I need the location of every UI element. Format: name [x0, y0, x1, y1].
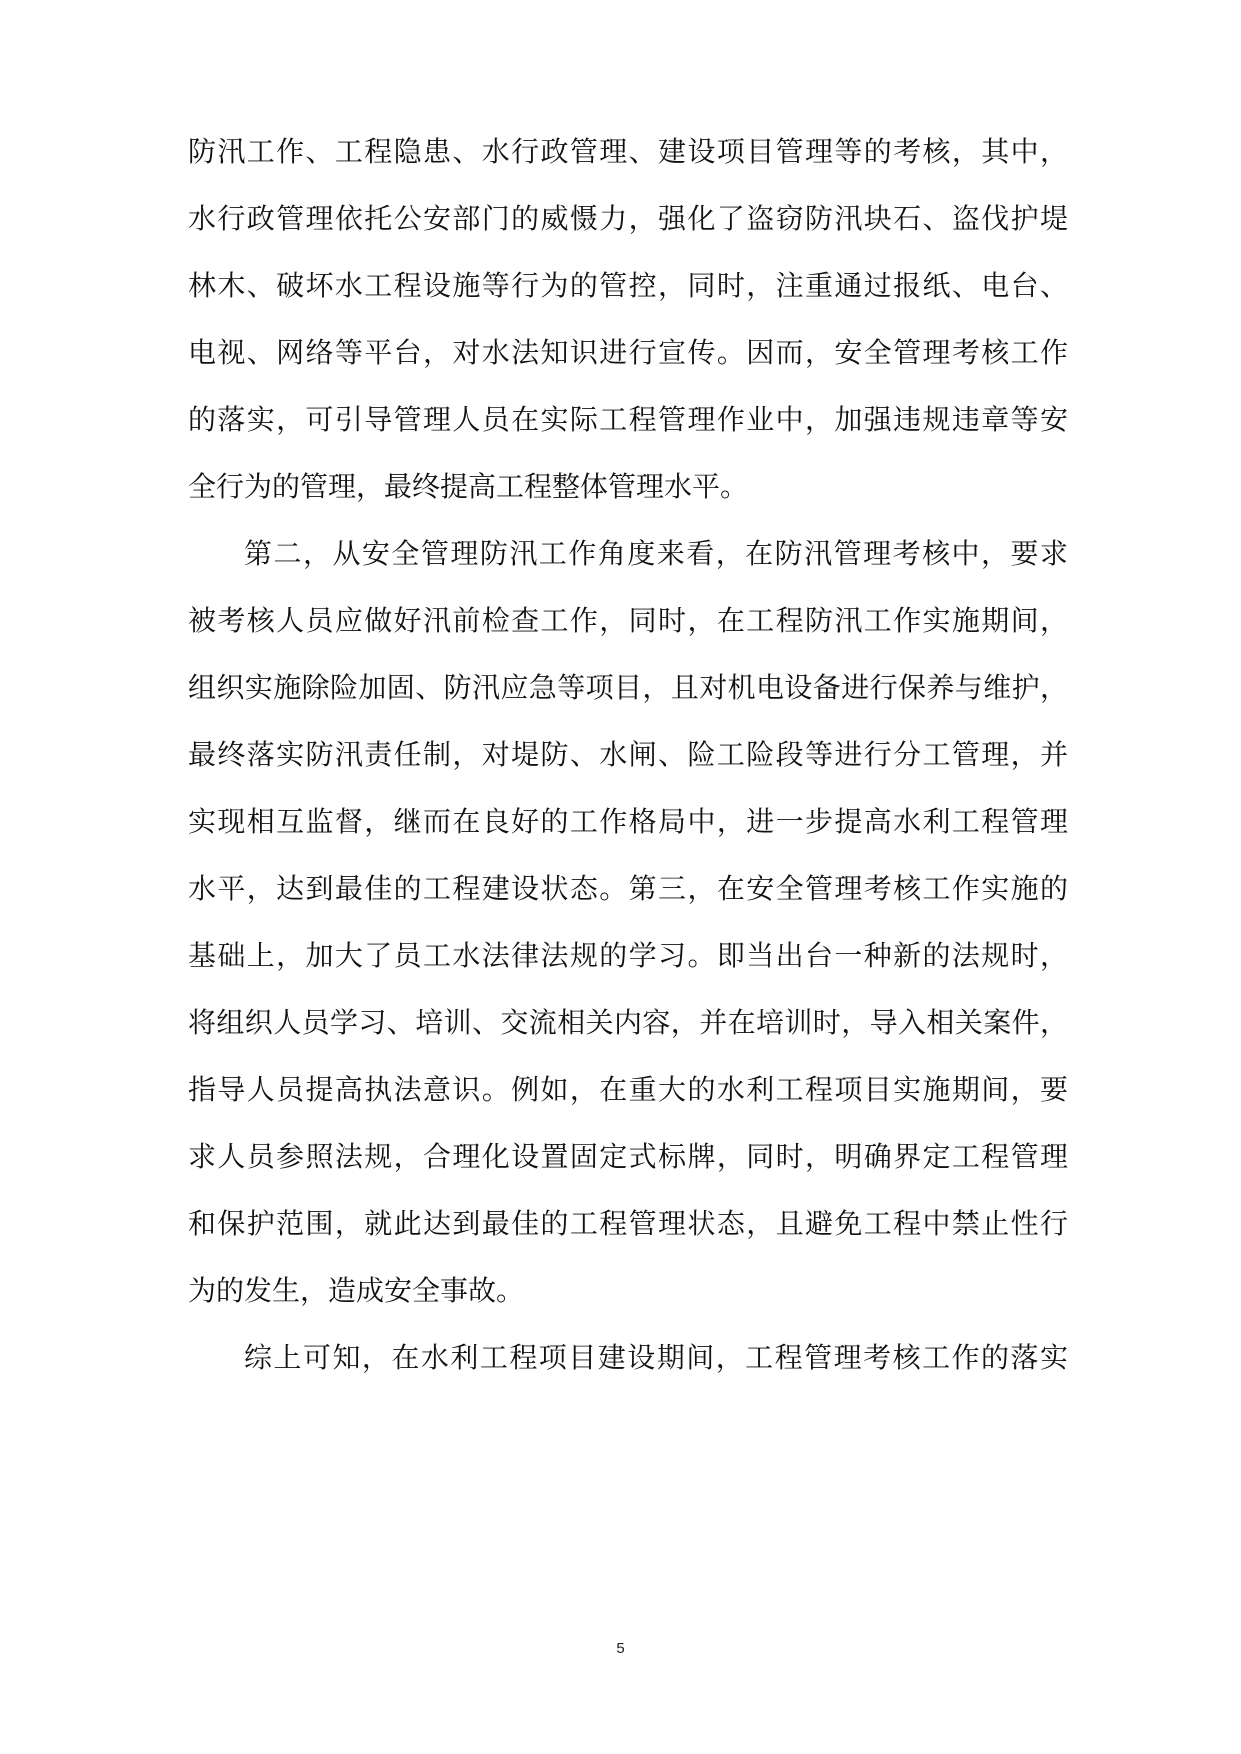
paragraph-2-line-6: 水平，达到最佳的工程建设状态。第三，在安全管理考核工作实施的: [188, 872, 1068, 905]
paragraph-2-line-4: 最终落实防汛责任制，对堤防、水闸、险工险段等进行分工管理，并: [188, 738, 1068, 771]
paragraph-1-line-3: 林木、破坏水工程设施等行为的管控，同时，注重通过报纸、电台、: [188, 269, 1068, 302]
paragraph-1-line-5: 的落实，可引导管理人员在实际工程管理作业中，加强违规违章等安: [188, 403, 1068, 436]
paragraph-2-line-2: 被考核人员应做好汛前检查工作，同时，在工程防汛工作实施期间，: [188, 604, 1068, 637]
paragraph-2-line-5: 实现相互监督，继而在良好的工作格局中，进一步提高水利工程管理: [188, 805, 1068, 838]
paragraph-2-line-3: 组织实施除险加固、防汛应急等项目，且对机电设备进行保养与维护，: [188, 671, 1068, 704]
paragraph-2-line-9: 指导人员提高执法意识。例如，在重大的水利工程项目实施期间，要: [188, 1073, 1068, 1106]
paragraph-1-line-6: 全行为的管理，最终提高工程整体管理水平。: [188, 470, 749, 503]
paragraph-2-line-12: 为的发生，造成安全事故。: [188, 1274, 525, 1307]
paragraph-2-line-10: 求人员参照法规，合理化设置固定式标牌，同时，明确界定工程管理: [188, 1140, 1068, 1173]
paragraph-1-line-4: 电视、网络等平台，对水法知识进行宣传。因而，安全管理考核工作: [188, 336, 1068, 369]
paragraph-1-line-1: 防汛工作、工程隐患、水行政管理、建设项目管理等的考核，其中，: [188, 135, 1068, 168]
paragraph-2-line-1: 第二，从安全管理防汛工作角度来看，在防汛管理考核中，要求: [244, 537, 1068, 570]
paragraph-2-line-11: 和保护范围，就此达到最佳的工程管理状态，且避免工程中禁止性行: [188, 1207, 1068, 1240]
paragraph-3-line-1: 综上可知，在水利工程项目建设期间，工程管理考核工作的落实: [244, 1341, 1068, 1374]
paragraph-1-line-2: 水行政管理依托公安部门的威慑力，强化了盗窃防汛块石、盗伐护堤: [188, 202, 1068, 235]
page-number: 5: [616, 1640, 625, 1657]
paragraph-2-line-8: 将组织人员学习、培训、交流相关内容，并在培训时，导入相关案件，: [188, 1006, 1068, 1039]
paragraph-2-line-7: 基础上，加大了员工水法律法规的学习。即当出台一种新的法规时，: [188, 939, 1068, 972]
